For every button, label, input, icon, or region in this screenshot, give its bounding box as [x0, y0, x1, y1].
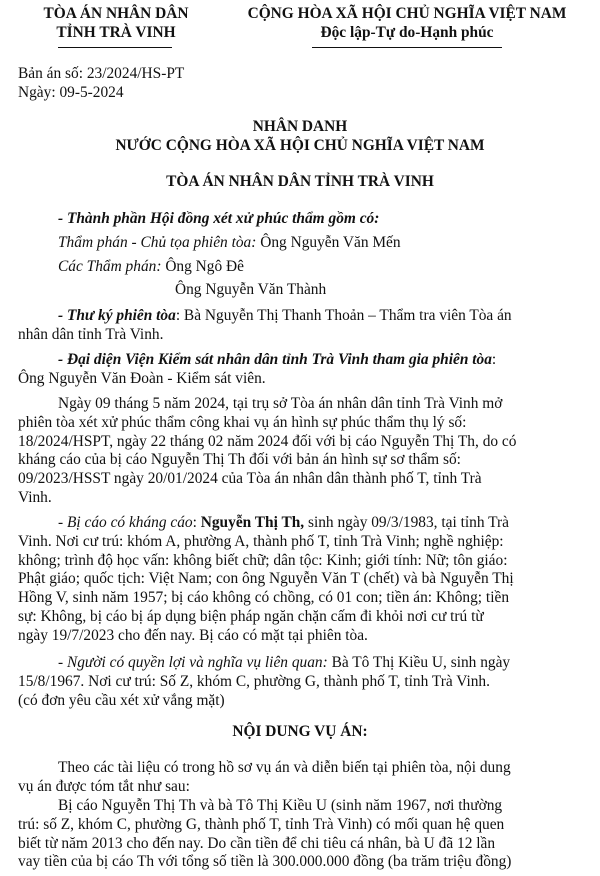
related-line — [18, 654, 588, 673]
procuracy-colon: : — [491, 351, 497, 368]
title-court: TÒA ÁN NHÂN DÂN TỈNH TRÀ VINH — [166, 173, 434, 190]
hearing-line: 09/2023/HSST ngày 20/01/2024 của Tòa án nhân dân thành phố T, tỉnh Trà — [18, 470, 482, 488]
related-line: (có đơn yêu cầu xét xử vắng mặt) — [18, 691, 225, 709]
clerk-line-2: nhân dân tỉnh Trà Vinh. — [18, 326, 164, 343]
content-line: vụ án được tóm tắt như sau: — [18, 777, 190, 795]
related-line: 15/8/1967. Nơi cư trú: Số Z, khóm C, phường G, thành phố T, tỉnh Trà Vinh. — [18, 672, 490, 690]
judges-label: Các Thẩm phán: — [58, 258, 162, 275]
content-paragraph-1 — [18, 759, 588, 797]
court-line-2: TỈNH TRÀ VINH — [56, 23, 176, 41]
clerk-label: - Thư ký phiên tòa — [58, 307, 176, 324]
defendant-birth: sinh ngày 09/3/1983, tại tỉnh Trà — [304, 514, 509, 531]
defendant-colon: : — [192, 514, 201, 531]
court-line-1: TÒA ÁN NHÂN DÂN — [43, 5, 189, 22]
title-republic: NƯỚC CỘNG HÒA XÃ HỘI CHỦ NGHĨA VIỆT NAM — [115, 137, 485, 154]
motto-underline — [312, 47, 502, 48]
judge-1: Ông Ngô Đê — [161, 258, 244, 275]
clerk-line-1 — [58, 307, 512, 326]
motto-line: Độc lập-Tự do-Hạnh phúc — [320, 23, 494, 41]
judge-2: Ông Nguyễn Văn Thành — [175, 281, 327, 298]
presiding-name: Ông Nguyễn Văn Mến — [256, 234, 401, 251]
content-line: trú: số Z, khóm C, phường G, thành phố T, tỉnh Trà Vinh) có mối quan hệ quen — [18, 815, 505, 833]
defendant-line — [18, 514, 588, 533]
procuracy-label: - Đại diện Viện Kiểm sát nhân dân tỉnh Trà Vinh tham gia phiên tòa — [58, 351, 492, 368]
presiding-judge-line — [58, 234, 401, 253]
procuracy-line — [58, 351, 496, 370]
court-name-header — [18, 5, 214, 43]
defendant-line: ngày 19/7/2023 cho đến nay. Bị cáo có mặt tại phiên tòa. — [18, 626, 368, 644]
related-party-paragraph — [18, 654, 588, 710]
title-in-the-name: NHÂN DANH — [252, 118, 348, 135]
judges-line — [58, 258, 244, 277]
hearing-line: 18/2024/HSPT, ngày 22 tháng 02 năm 2024 đối với bị cáo Nguyễn Thị Th, do có — [18, 432, 517, 450]
hearing-line: phiên tòa xét xử phúc thẩm công khai vụ án hình sự phúc thẩm thụ lý số: — [18, 413, 467, 431]
presiding-label: Thẩm phán - Chủ tọa phiên tòa: — [58, 234, 257, 251]
hearing-paragraph — [18, 395, 588, 508]
content-line: biết từ năm 2013 cho đến nay. Do cần tiền để chi tiêu cá nhân, bà U đã 12 lần — [18, 834, 496, 852]
defendant-paragraph — [18, 514, 588, 645]
content-line: Theo các tài liệu có trong hồ sơ vụ án và diễn biến tại phiên tòa, nội dung — [58, 759, 511, 776]
nation-line-1: CỘNG HÒA XÃ HỘI CHỦ NGHĨA VIỆT NAM — [247, 5, 567, 22]
hearing-line: Ngày 09 tháng 5 năm 2024, tại trụ sở Tòa án nhân dân tỉnh Trà Vinh mở — [58, 395, 503, 412]
related-label: - Người có quyền lợi và nghĩa vụ liên quan: — [58, 654, 328, 671]
content-line: Bị cáo Nguyễn Thị Th và bà Tô Thị Kiều U (sinh năm 1967, nơi thường — [58, 797, 503, 814]
clerk-text: : Bà Nguyễn Thị Thanh Thoản – Thẩm tra viên Tòa án — [175, 307, 512, 324]
panel-heading: - Thành phần Hội đồng xét xử phúc thẩm gồm có: — [58, 210, 380, 227]
hearing-line: Vinh. — [18, 488, 52, 506]
hearing-line: kháng cáo của bị cáo Nguyễn Thị Th đối với bản án hình sự sơ thẩm số: — [18, 451, 461, 469]
defendant-line: Vinh. Nơi cư trú: khóm A, phường A, thành phố T, tỉnh Trà Vinh; nghề nghiệp: — [18, 532, 504, 550]
prosecutor-name: Ông Nguyễn Văn Đoàn - Kiểm sát viên. — [18, 370, 266, 387]
case-date: Ngày: 09-5-2024 — [18, 84, 124, 101]
defendant-name: Nguyễn Thị Th, — [200, 514, 305, 531]
defendant-line: sự: Không, bị cáo bị áp dụng biện pháp ngăn chặn cấm đi khỏi nơi cư trú từ — [18, 607, 484, 625]
content-line: vay tiền của bị cáo Th với tổng số tiền là 300.000.000 đồng (ba trăm triệu đồng) — [18, 853, 512, 871]
content-paragraph-2 — [18, 797, 588, 872]
section-heading: NỘI DUNG VỤ ÁN: — [232, 723, 368, 740]
national-header — [222, 5, 592, 43]
case-number: Bản án số: 23/2024/HS-PT — [18, 65, 185, 82]
defendant-line: Hồng V, sinh năm 1957; bị cáo không có chồng, có 01 con; tiền án: Không; tiền — [18, 589, 510, 607]
related-name: Bà Tô Thị Kiều U, sinh ngày — [327, 654, 511, 671]
court-underline — [58, 47, 172, 48]
defendant-line: Phật giáo; quốc tịch: Việt Nam; con ông Nguyễn Văn T (chết) và bà Nguyễn Thị — [18, 570, 514, 588]
defendant-line: không; trình độ học vấn: không biết chữ; dân tộc: Kinh; giới tính: Nữ; tôn giáo: — [18, 551, 508, 569]
defendant-label: - Bị cáo có kháng cáo — [58, 514, 193, 531]
